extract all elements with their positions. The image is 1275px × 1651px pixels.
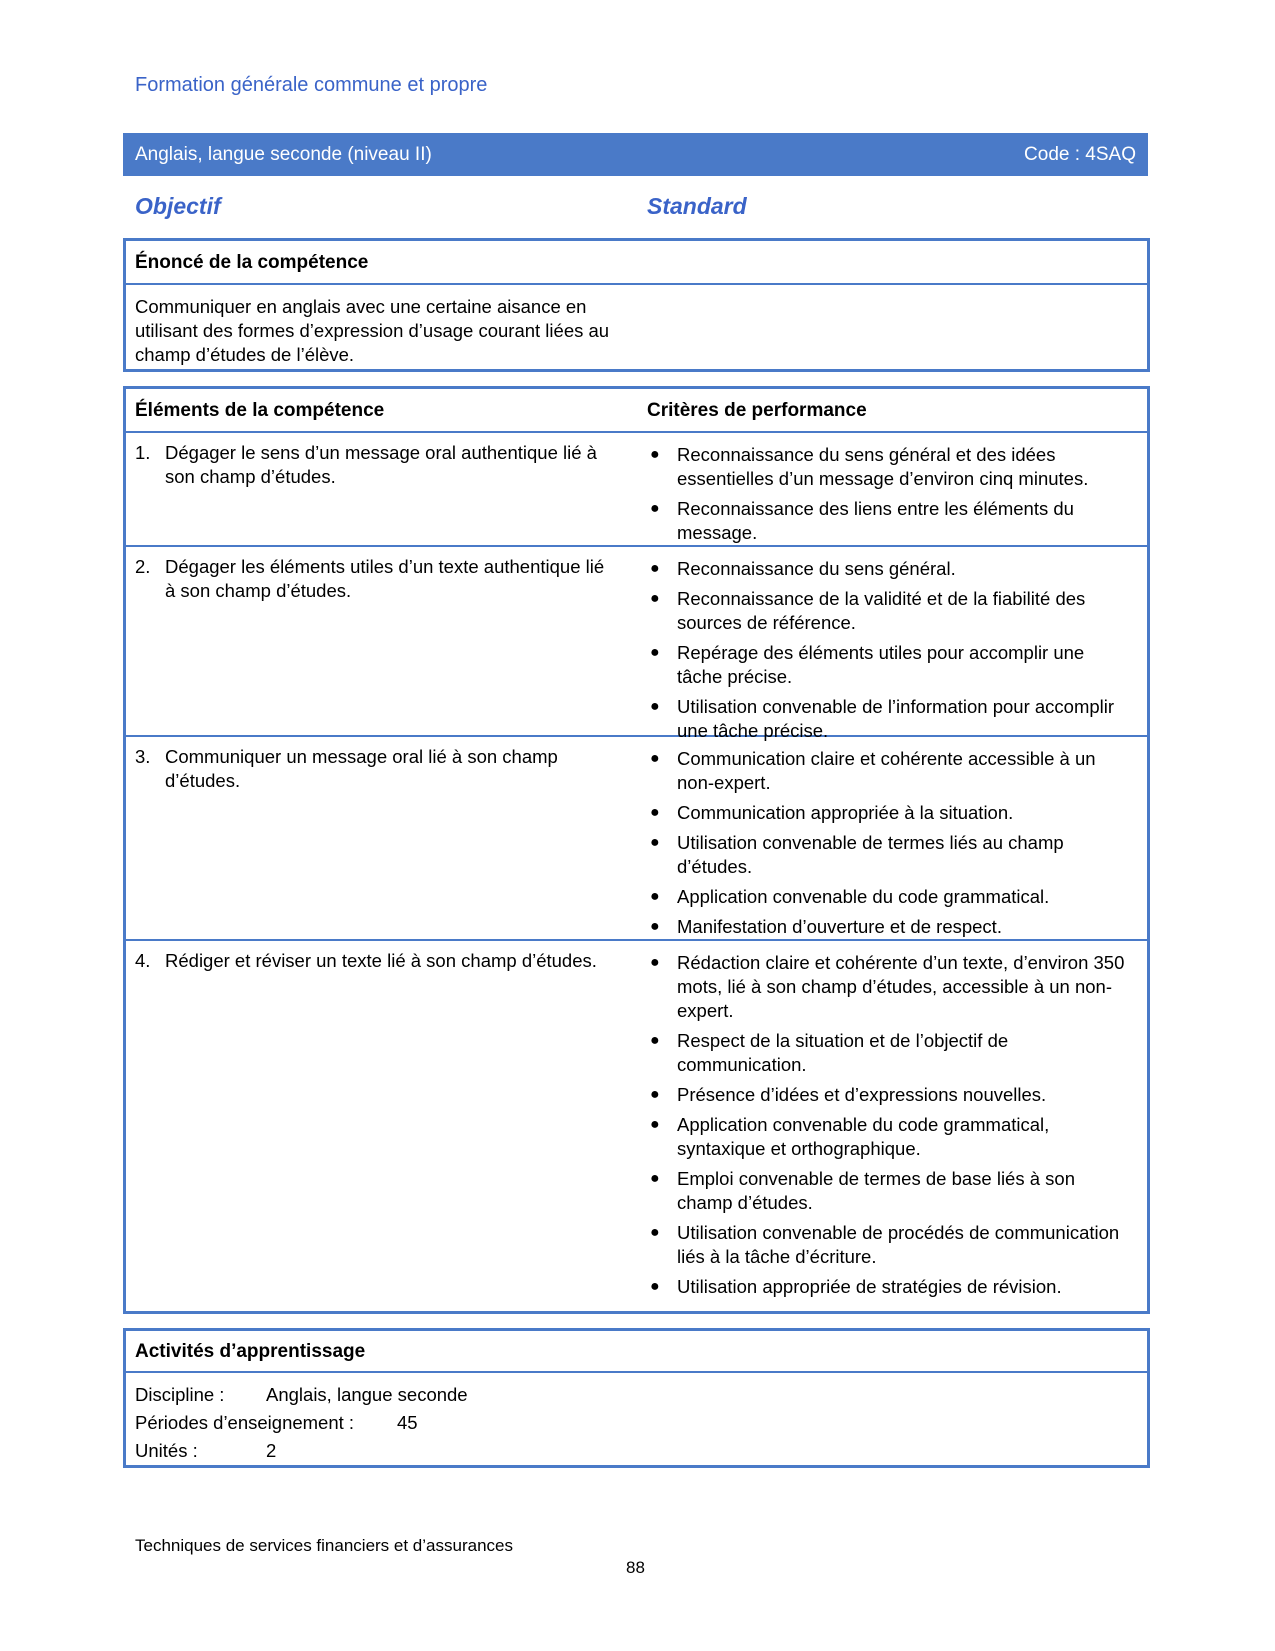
criteria-list [647, 557, 1132, 749]
enonce-heading: Énoncé de la compétence [135, 252, 369, 273]
periodes-line [135, 1412, 418, 1434]
elements-heading: Éléments de la compétence [135, 400, 385, 421]
criteria-item: ● Utilisation appropriée de stratégies de révision. [650, 1276, 1062, 1297]
enonce-text: Communiquer en anglais avec une certaine aisance en utilisant des formes d’expression d’usage courant liées au champ d’études de l’élève. [135, 296, 610, 365]
competence-row [126, 737, 1147, 941]
enonce-header [126, 241, 1147, 285]
criteria-item: ● Communication claire et cohérente accessible à un non-expert. [650, 748, 1096, 793]
criteria-item: ● Application convenable du code grammatical. [650, 886, 1050, 907]
bullet-icon: ● [650, 560, 660, 577]
criteria-item: ● Utilisation convenable de l’information pour accomplir une tâche précise. [650, 696, 1115, 741]
bullet-icon: ● [650, 1224, 660, 1241]
element-number: 3. [135, 746, 151, 767]
bullet-icon: ● [650, 446, 660, 463]
objectif-label: Objectif [135, 193, 221, 219]
periodes-value: 45 [397, 1412, 418, 1433]
criteria-item: ● Repérage des éléments utiles pour accomplir une tâche précise. [650, 642, 1085, 687]
discipline-label: Discipline : [135, 1384, 225, 1405]
unites-label: Unités : [135, 1440, 198, 1461]
competence-row [126, 547, 1147, 741]
unites-value: 2 [266, 1440, 277, 1461]
criteria-list [647, 951, 1132, 1305]
enonce-box [123, 238, 1150, 372]
element-cell [135, 555, 605, 603]
element-cell [135, 949, 605, 973]
discipline-line [135, 1384, 468, 1406]
bullet-icon: ● [650, 500, 660, 517]
element-cell [135, 441, 605, 489]
bullet-icon: ● [650, 804, 660, 821]
bullet-icon: ● [650, 834, 660, 851]
bullet-icon: ● [650, 1170, 660, 1187]
unites-line [135, 1440, 277, 1462]
course-code: Code : 4SAQ [1024, 144, 1136, 165]
footer-program: Techniques de services financiers et d’assurances [135, 1536, 513, 1555]
criteria-item: ● Utilisation convenable de termes liés au champ d’études. [650, 832, 1064, 877]
discipline-value: Anglais, langue seconde [266, 1384, 468, 1405]
page-number: 88 [626, 1558, 645, 1577]
bullet-icon: ● [650, 1116, 660, 1133]
element-number: 2. [135, 556, 151, 577]
criteria-item: ● Emploi convenable de termes de base liés à son champ d’études. [650, 1168, 1075, 1213]
competence-table-header [126, 389, 1147, 433]
criteria-item: ● Rédaction claire et cohérente d’un texte, d’environ 350 mots, lié à son champ d’études, accessible à un non-expert. [650, 952, 1125, 1021]
element-text: Dégager les éléments utiles d’un texte authentique lié à son champ d’études. [165, 556, 605, 601]
competence-table [123, 386, 1150, 1314]
criteria-item: ● Reconnaissance des liens entre les éléments du message. [650, 498, 1074, 543]
objective-standard-band [135, 193, 1145, 221]
criteria-item: ● Reconnaissance du sens général. [650, 558, 956, 579]
periodes-label: Périodes d’enseignement : [135, 1412, 355, 1433]
competence-row [126, 941, 1147, 1309]
bullet-icon: ● [650, 590, 660, 607]
competence-row [126, 433, 1147, 547]
activites-box [123, 1328, 1150, 1468]
criteria-item: ● Présence d’idées et d’expressions nouvelles. [650, 1084, 1047, 1105]
element-number: 1. [135, 442, 151, 463]
bullet-icon: ● [650, 1032, 660, 1049]
course-banner [123, 133, 1148, 176]
criteria-item: ● Utilisation convenable de procédés de communication liés à la tâche d’écriture. [650, 1222, 1120, 1267]
standard-label: Standard [647, 193, 747, 219]
criteria-item: ● Respect de la situation et de l’objectif de communication. [650, 1030, 1009, 1075]
activites-heading: Activités d’apprentissage [135, 1341, 366, 1362]
element-number: 4. [135, 950, 151, 971]
criteria-item: ● Reconnaissance de la validité et de la fiabilité des sources de référence. [650, 588, 1086, 633]
course-title: Anglais, langue seconde (niveau II) [135, 144, 432, 165]
criteria-item: ● Manifestation d’ouverture et de respect. [650, 916, 1002, 937]
bullet-icon: ● [650, 1278, 660, 1295]
bullet-icon: ● [650, 918, 660, 935]
element-text: Rédiger et réviser un texte lié à son champ d’études. [165, 950, 597, 971]
criteria-item: ● Communication appropriée à la situation. [650, 802, 1014, 823]
element-text: Dégager le sens d’un message oral authentique lié à son champ d’études. [165, 442, 597, 487]
criteres-heading: Critères de performance [647, 400, 867, 421]
element-cell [135, 745, 605, 793]
bullet-icon: ● [650, 750, 660, 767]
bullet-icon: ● [650, 954, 660, 971]
bullet-icon: ● [650, 1086, 660, 1103]
criteria-list [647, 443, 1132, 551]
element-text: Communiquer un message oral lié à son champ d’études. [165, 746, 558, 791]
bullet-icon: ● [650, 698, 660, 715]
activites-header [126, 1331, 1147, 1373]
bullet-icon: ● [650, 888, 660, 905]
criteria-list [647, 747, 1132, 945]
criteria-item: ● Reconnaissance du sens général et des idées essentielles d’un message d’environ cinq minutes. [650, 444, 1089, 489]
bullet-icon: ● [650, 644, 660, 661]
running-head: Formation générale commune et propre [135, 74, 488, 96]
criteria-item: ● Application convenable du code grammatical, syntaxique et orthographique. [650, 1114, 1050, 1159]
